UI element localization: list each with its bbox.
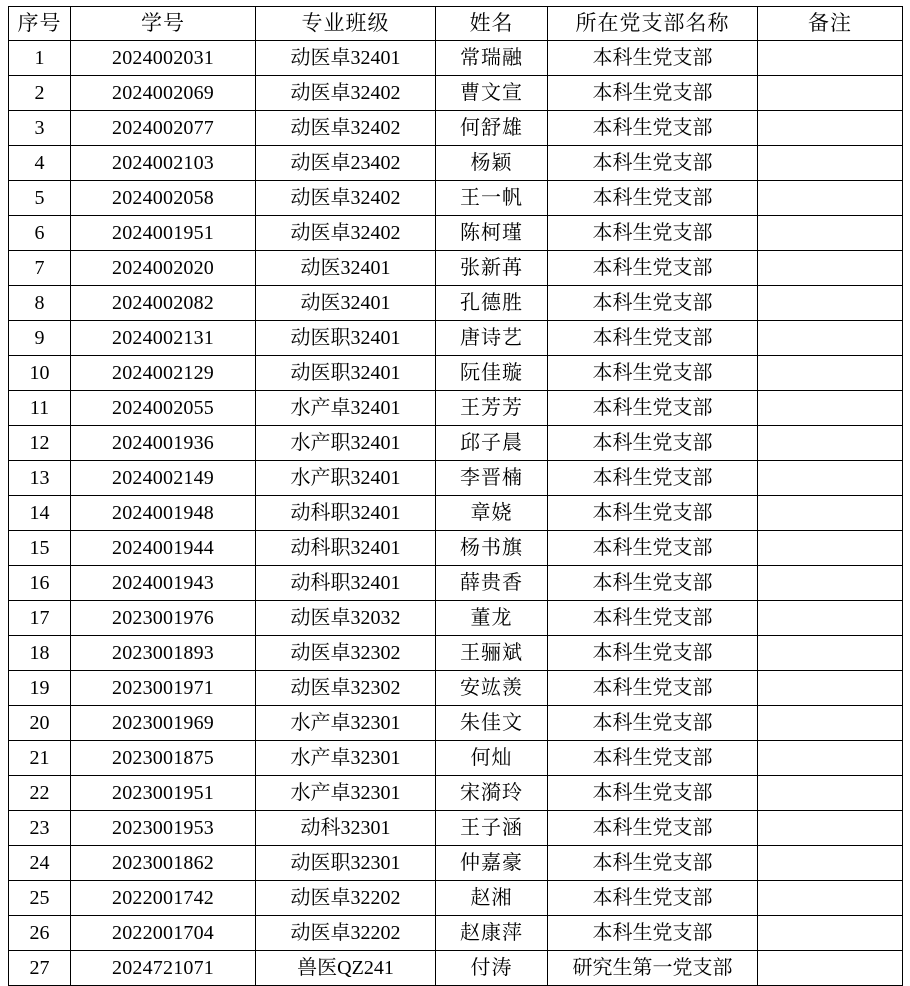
- cell-index: 4: [9, 146, 71, 181]
- cell-remark: [758, 531, 903, 566]
- cell-major-class: 动科职32401: [256, 566, 436, 601]
- cell-index: 1: [9, 41, 71, 76]
- table-row: [9, 426, 903, 461]
- table-row: [9, 566, 903, 601]
- cell-remark: [758, 671, 903, 706]
- cell-remark: [758, 461, 903, 496]
- cell-name: 王一帆: [436, 181, 548, 216]
- cell-remark: [758, 636, 903, 671]
- table-row: [9, 881, 903, 916]
- table-header-row: [9, 7, 903, 41]
- cell-party-branch: 本科生党支部: [548, 111, 758, 146]
- cell-student-id: 2023001976: [71, 601, 256, 636]
- cell-remark: [758, 356, 903, 391]
- cell-student-id: 2024001936: [71, 426, 256, 461]
- cell-index: 23: [9, 811, 71, 846]
- cell-name: 孔德胜: [436, 286, 548, 321]
- table-row: [9, 356, 903, 391]
- cell-name: 常瑞融: [436, 41, 548, 76]
- column-header-major-class: 专业班级: [256, 7, 436, 41]
- cell-major-class: 动医卓23402: [256, 146, 436, 181]
- table-row: [9, 111, 903, 146]
- cell-major-class: 动科职32401: [256, 531, 436, 566]
- cell-name: 王芳芳: [436, 391, 548, 426]
- table-row: [9, 916, 903, 951]
- cell-party-branch: 本科生党支部: [548, 811, 758, 846]
- table-row: [9, 706, 903, 741]
- cell-party-branch: 本科生党支部: [548, 426, 758, 461]
- table-row: [9, 181, 903, 216]
- cell-remark: [758, 846, 903, 881]
- cell-major-class: 动医32401: [256, 251, 436, 286]
- cell-index: 7: [9, 251, 71, 286]
- table-row: [9, 776, 903, 811]
- cell-remark: [758, 111, 903, 146]
- cell-remark: [758, 496, 903, 531]
- cell-index: 16: [9, 566, 71, 601]
- cell-remark: [758, 146, 903, 181]
- cell-student-id: 2024002131: [71, 321, 256, 356]
- cell-student-id: 2023001953: [71, 811, 256, 846]
- table-row: [9, 286, 903, 321]
- table-body: [9, 41, 903, 986]
- cell-student-id: 2024002031: [71, 41, 256, 76]
- cell-name: 何灿: [436, 741, 548, 776]
- table-row: [9, 76, 903, 111]
- cell-party-branch: 本科生党支部: [548, 496, 758, 531]
- cell-name: 阮佳璇: [436, 356, 548, 391]
- cell-party-branch: 本科生党支部: [548, 461, 758, 496]
- cell-party-branch: 本科生党支部: [548, 706, 758, 741]
- cell-name: 董龙: [436, 601, 548, 636]
- cell-major-class: 动医卓32402: [256, 216, 436, 251]
- cell-remark: [758, 566, 903, 601]
- cell-remark: [758, 181, 903, 216]
- cell-name: 宋漪玲: [436, 776, 548, 811]
- cell-name: 邱子晨: [436, 426, 548, 461]
- cell-name: 赵湘: [436, 881, 548, 916]
- cell-party-branch: 本科生党支部: [548, 146, 758, 181]
- cell-student-id: 2023001971: [71, 671, 256, 706]
- cell-index: 5: [9, 181, 71, 216]
- cell-major-class: 动医卓32402: [256, 181, 436, 216]
- cell-student-id: 2023001875: [71, 741, 256, 776]
- cell-major-class: 兽医QZ241: [256, 951, 436, 986]
- cell-name: 王骊斌: [436, 636, 548, 671]
- cell-name: 章娆: [436, 496, 548, 531]
- cell-name: 李晋楠: [436, 461, 548, 496]
- cell-major-class: 动医卓32402: [256, 111, 436, 146]
- cell-index: 21: [9, 741, 71, 776]
- cell-party-branch: 本科生党支部: [548, 741, 758, 776]
- cell-name: 付涛: [436, 951, 548, 986]
- cell-remark: [758, 216, 903, 251]
- cell-student-id: 2024001951: [71, 216, 256, 251]
- cell-student-id: 2024721071: [71, 951, 256, 986]
- cell-index: 26: [9, 916, 71, 951]
- cell-student-id: 2024002149: [71, 461, 256, 496]
- cell-name: 唐诗艺: [436, 321, 548, 356]
- column-header-remark: 备注: [758, 7, 903, 41]
- cell-major-class: 水产职32401: [256, 426, 436, 461]
- cell-party-branch: 本科生党支部: [548, 76, 758, 111]
- cell-major-class: 动科32301: [256, 811, 436, 846]
- cell-major-class: 动医32401: [256, 286, 436, 321]
- cell-index: 6: [9, 216, 71, 251]
- table-row: [9, 216, 903, 251]
- cell-party-branch: 本科生党支部: [548, 391, 758, 426]
- cell-name: 薛贵香: [436, 566, 548, 601]
- cell-index: 25: [9, 881, 71, 916]
- cell-major-class: 动医职32401: [256, 321, 436, 356]
- cell-index: 3: [9, 111, 71, 146]
- cell-student-id: 2024002077: [71, 111, 256, 146]
- cell-student-id: 2022001704: [71, 916, 256, 951]
- cell-index: 2: [9, 76, 71, 111]
- cell-party-branch: 本科生党支部: [548, 601, 758, 636]
- cell-remark: [758, 706, 903, 741]
- cell-remark: [758, 741, 903, 776]
- cell-name: 陈柯瑾: [436, 216, 548, 251]
- table-row: [9, 321, 903, 356]
- table-row: [9, 391, 903, 426]
- cell-party-branch: 本科生党支部: [548, 286, 758, 321]
- cell-student-id: 2023001893: [71, 636, 256, 671]
- table-row: [9, 601, 903, 636]
- table-row: [9, 461, 903, 496]
- table-row: [9, 146, 903, 181]
- column-header-party-branch: 所在党支部名称: [548, 7, 758, 41]
- cell-name: 曹文宣: [436, 76, 548, 111]
- cell-party-branch: 本科生党支部: [548, 881, 758, 916]
- cell-index: 17: [9, 601, 71, 636]
- table-row: [9, 636, 903, 671]
- cell-student-id: 2024001948: [71, 496, 256, 531]
- cell-party-branch: 本科生党支部: [548, 671, 758, 706]
- cell-remark: [758, 881, 903, 916]
- cell-party-branch: 本科生党支部: [548, 216, 758, 251]
- cell-party-branch: 本科生党支部: [548, 846, 758, 881]
- cell-party-branch: 本科生党支部: [548, 181, 758, 216]
- cell-index: 11: [9, 391, 71, 426]
- column-header-student-id: 学号: [71, 7, 256, 41]
- cell-major-class: 动医卓32402: [256, 76, 436, 111]
- cell-party-branch: 研究生第一党支部: [548, 951, 758, 986]
- cell-student-id: 2024002103: [71, 146, 256, 181]
- cell-name: 何舒雄: [436, 111, 548, 146]
- cell-student-id: 2023001951: [71, 776, 256, 811]
- cell-student-id: 2024002082: [71, 286, 256, 321]
- cell-party-branch: 本科生党支部: [548, 916, 758, 951]
- table-row: [9, 741, 903, 776]
- cell-index: 22: [9, 776, 71, 811]
- cell-remark: [758, 951, 903, 986]
- cell-name: 仲嘉豪: [436, 846, 548, 881]
- cell-name: 王子涵: [436, 811, 548, 846]
- cell-major-class: 动医卓32302: [256, 636, 436, 671]
- cell-party-branch: 本科生党支部: [548, 566, 758, 601]
- cell-major-class: 动医卓32401: [256, 41, 436, 76]
- cell-major-class: 动科职32401: [256, 496, 436, 531]
- cell-remark: [758, 776, 903, 811]
- cell-student-id: 2023001969: [71, 706, 256, 741]
- cell-student-id: 2022001742: [71, 881, 256, 916]
- cell-party-branch: 本科生党支部: [548, 356, 758, 391]
- cell-student-id: 2024002129: [71, 356, 256, 391]
- cell-major-class: 水产卓32301: [256, 741, 436, 776]
- cell-index: 9: [9, 321, 71, 356]
- table-row: [9, 846, 903, 881]
- cell-student-id: 2024001944: [71, 531, 256, 566]
- cell-remark: [758, 286, 903, 321]
- cell-student-id: 2024002020: [71, 251, 256, 286]
- cell-index: 13: [9, 461, 71, 496]
- cell-name: 张新苒: [436, 251, 548, 286]
- cell-party-branch: 本科生党支部: [548, 251, 758, 286]
- cell-remark: [758, 76, 903, 111]
- cell-remark: [758, 321, 903, 356]
- cell-remark: [758, 811, 903, 846]
- cell-student-id: 2024002055: [71, 391, 256, 426]
- cell-name: 朱佳文: [436, 706, 548, 741]
- cell-name: 赵康萍: [436, 916, 548, 951]
- cell-name: 安竑羡: [436, 671, 548, 706]
- table-row: [9, 251, 903, 286]
- cell-index: 24: [9, 846, 71, 881]
- cell-index: 8: [9, 286, 71, 321]
- cell-index: 19: [9, 671, 71, 706]
- cell-major-class: 动医卓32302: [256, 671, 436, 706]
- cell-remark: [758, 391, 903, 426]
- cell-major-class: 水产职32401: [256, 461, 436, 496]
- cell-party-branch: 本科生党支部: [548, 41, 758, 76]
- cell-major-class: 动医卓32202: [256, 916, 436, 951]
- roster-table: [8, 6, 903, 986]
- cell-major-class: 动医职32401: [256, 356, 436, 391]
- cell-name: 杨颖: [436, 146, 548, 181]
- cell-index: 20: [9, 706, 71, 741]
- cell-student-id: 2024002058: [71, 181, 256, 216]
- cell-index: 12: [9, 426, 71, 461]
- cell-major-class: 水产卓32401: [256, 391, 436, 426]
- cell-party-branch: 本科生党支部: [548, 321, 758, 356]
- column-header-index: 序号: [9, 7, 71, 41]
- cell-remark: [758, 426, 903, 461]
- table-row: [9, 41, 903, 76]
- table-header: [9, 7, 903, 41]
- cell-remark: [758, 251, 903, 286]
- cell-party-branch: 本科生党支部: [548, 531, 758, 566]
- cell-index: 14: [9, 496, 71, 531]
- cell-party-branch: 本科生党支部: [548, 636, 758, 671]
- table-row: [9, 496, 903, 531]
- cell-index: 18: [9, 636, 71, 671]
- cell-remark: [758, 601, 903, 636]
- cell-major-class: 动医职32301: [256, 846, 436, 881]
- table-row: [9, 671, 903, 706]
- cell-index: 15: [9, 531, 71, 566]
- cell-remark: [758, 41, 903, 76]
- column-header-name: 姓名: [436, 7, 548, 41]
- table-row: [9, 811, 903, 846]
- cell-remark: [758, 916, 903, 951]
- cell-major-class: 动医卓32032: [256, 601, 436, 636]
- cell-index: 27: [9, 951, 71, 986]
- cell-major-class: 动医卓32202: [256, 881, 436, 916]
- cell-major-class: 水产卓32301: [256, 706, 436, 741]
- cell-student-id: 2024002069: [71, 76, 256, 111]
- cell-student-id: 2024001943: [71, 566, 256, 601]
- table-row: [9, 951, 903, 986]
- cell-major-class: 水产卓32301: [256, 776, 436, 811]
- cell-index: 10: [9, 356, 71, 391]
- cell-name: 杨书旗: [436, 531, 548, 566]
- cell-student-id: 2023001862: [71, 846, 256, 881]
- cell-party-branch: 本科生党支部: [548, 776, 758, 811]
- table-row: [9, 531, 903, 566]
